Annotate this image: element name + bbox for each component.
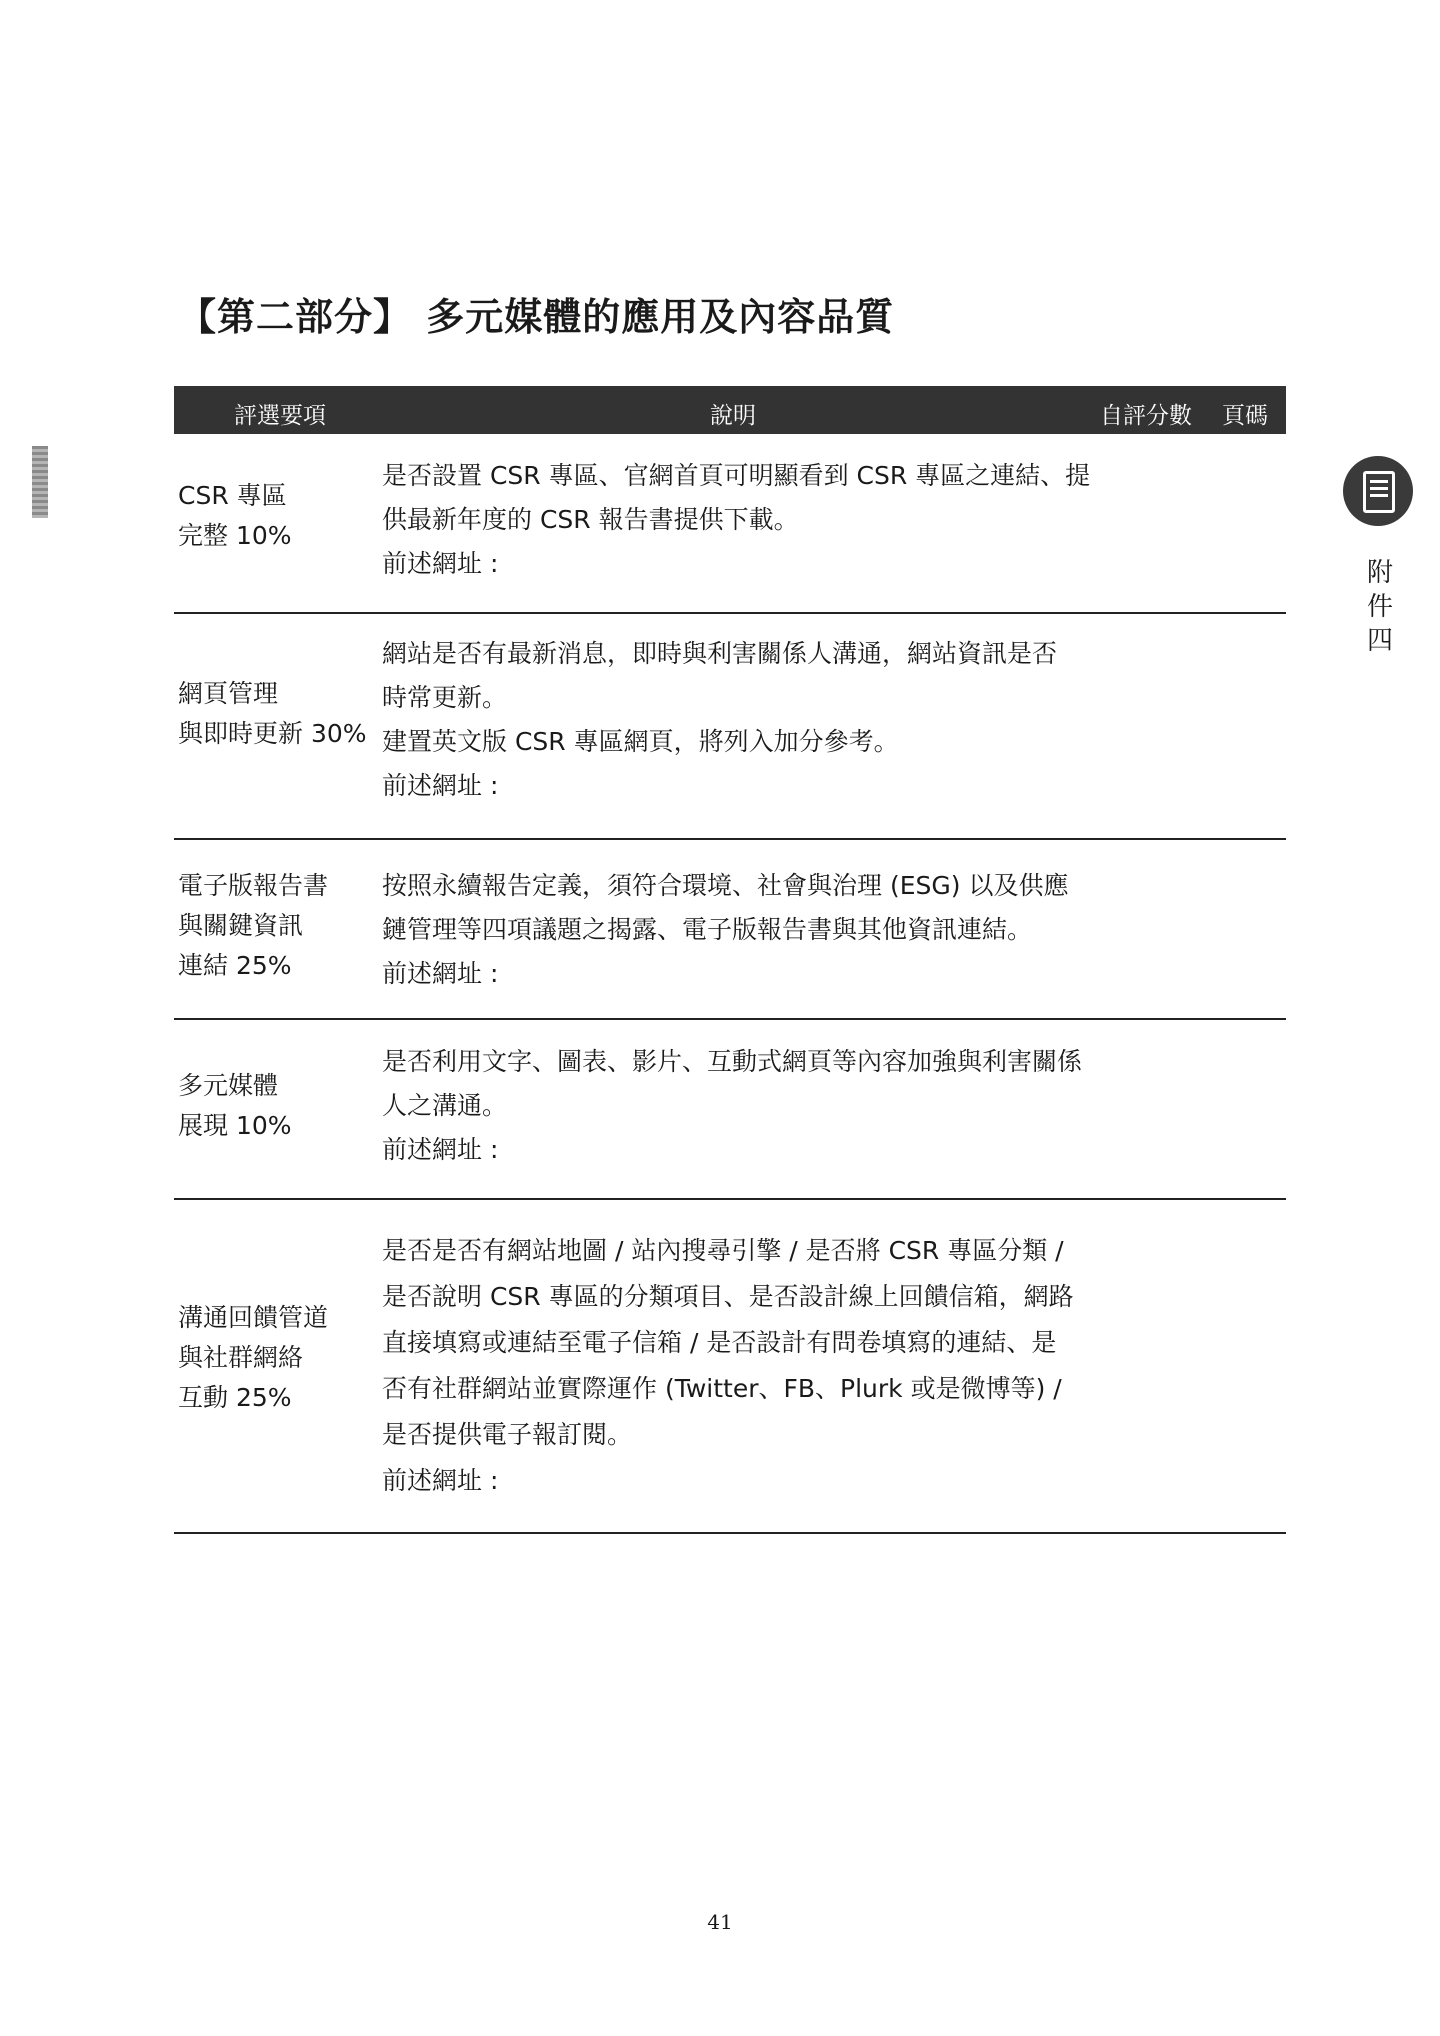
url-label: 前述網址 :: [382, 1135, 499, 1164]
side-tab-label: 附 件 四: [1366, 558, 1393, 656]
table-row: [174, 614, 1286, 840]
row-description: 是否利用文字、圖表、影片、互動式網頁等內容加強與利害關係 人之溝通。 前述網址 :: [382, 1040, 1102, 1172]
table-row: [174, 840, 1286, 1020]
side-tab: [1343, 456, 1413, 526]
row-label: 網頁管理 與即時更新 30%: [178, 679, 367, 748]
header-self-score: 自評分數: [1100, 403, 1192, 429]
page-number: 41: [707, 1910, 733, 1934]
url-label: 前述網址 :: [382, 1466, 499, 1495]
url-label: 前述網址 :: [382, 549, 499, 578]
header-item: 評選要項: [234, 403, 326, 429]
row-description: 按照永續報告定義，須符合環境、社會與治理 (ESG) 以及供應 鏈管理等四項議題之揭露、電子版報告書與其他資訊連結。 前述網址 :: [382, 864, 1102, 996]
row-label: 溝通回饋管道 與社群網絡 互動 25%: [178, 1303, 329, 1412]
row-description: 網站是否有最新消息，即時與利害關係人溝通，網站資訊是否 時常更新。 建置英文版 CSR 專區網頁，將列入加分參考。 前述網址 :: [382, 632, 1102, 808]
row-description: 是否設置 CSR 專區、官網首頁可明顯看到 CSR 專區之連結、提 供最新年度的 CSR 報告書提供下載。 前述網址 :: [382, 454, 1102, 586]
row-label: 多元媒體 展現 10%: [178, 1071, 292, 1140]
row-label: 電子版報告書 與關鍵資訊 連結 25%: [178, 871, 329, 980]
table-header: [174, 386, 1286, 434]
page-title: 【第二部分】 多元媒體的應用及內容品質: [178, 295, 895, 339]
table-row: [174, 1200, 1286, 1534]
header-description: 說明: [710, 403, 756, 429]
binding-edge-mark: [32, 446, 48, 518]
table-row: [174, 1020, 1286, 1200]
url-label: 前述網址 :: [382, 771, 499, 800]
row-label: CSR 專區 完整 10%: [178, 481, 292, 550]
header-page: 頁碼: [1222, 403, 1268, 429]
url-label: 前述網址 :: [382, 959, 499, 988]
table-row: [174, 434, 1286, 614]
document-icon: [1363, 471, 1395, 513]
row-description: 是否是否有網站地圖 / 站內搜尋引擎 / 是否將 CSR 專區分類 / 是否說明 CSR 專區的分類項目、是否設計線上回饋信箱，網路 直接填寫或連結至電子信箱 / 是否設計有問卷填寫的連結、是 否有社群網站並實際運作 (Twitter、FB、Plurk 或是微博等) / 是否提供電子報訂閱。 前述網址 :: [382, 1228, 1102, 1504]
